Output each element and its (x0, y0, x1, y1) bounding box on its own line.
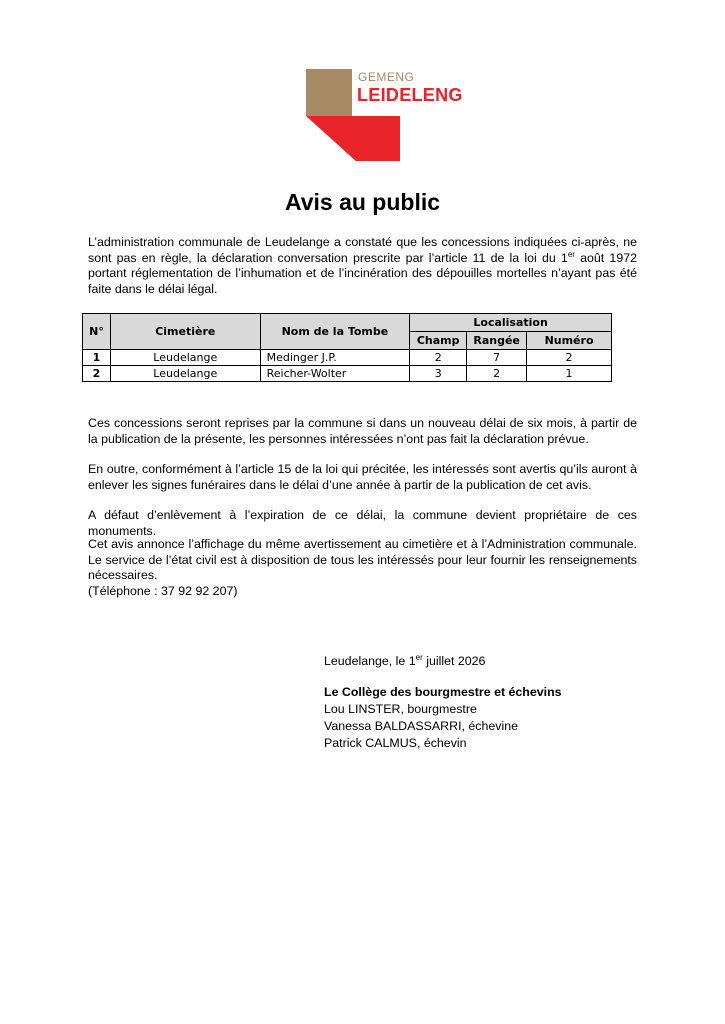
logo-text-gemeng: GEMENG (358, 70, 415, 84)
page-title: Avis au public (284, 189, 441, 215)
header-field: Champ (410, 332, 467, 350)
header-cemetery: Cimetière (110, 314, 260, 350)
header-location: Localisation (410, 314, 612, 332)
intro-text-part1: L’administration communale de Leudelange a constaté que les concessions indiquées ci-après, ne sont pas en règle, la déclaration conversation prescrite par l’article 11 de la loi du 1 (88, 235, 637, 265)
logo-red-shape (306, 116, 400, 161)
phone-line: (Téléphone : 37 92 92 207) (88, 583, 238, 598)
cell-cemetery: Leudelange (110, 366, 260, 382)
header-no: N° (83, 314, 111, 350)
ownership-paragraph: A défaut d’enlèvement à l’expiration de ce délai, la commune devient propriétaire de ces monuments. (88, 508, 637, 538)
cell-grave-name: Medinger J.P. (260, 350, 410, 366)
member-alderman-2: Patrick CALMUS, échevin (324, 736, 467, 750)
logo-gold-square (306, 69, 352, 116)
intro-text-part2: août 1972 portant réglementation de l’inhumation et de l’incinération des dépouilles mortelles n’ayant pas été faite dans le délai légal. (88, 250, 637, 296)
display-paragraph-block (88, 537, 637, 599)
date-superscript: er (415, 652, 423, 662)
removal-paragraph: En outre, conformément à l’article 15 de la loi qui précitée, les intéressés sont avertis qu’ils auront à enlever les signes funéraires dans le délai d’une année à partir de la publication de cet avis. (88, 462, 637, 492)
header-number: Numéro (527, 332, 612, 350)
cell-number: 2 (527, 350, 612, 366)
date-part2: juillet 2026 (422, 654, 486, 668)
member-mayor: Lou LINSTER, bourgmestre (324, 702, 477, 716)
member-alderman-1: Vanessa BALDASSARRI, échevine (324, 719, 518, 733)
logo-text-leideleng: LEIDELENG (357, 85, 463, 105)
cell-field: 2 (410, 350, 467, 366)
college-name: Le Collège des bourgmestre et échevins (324, 685, 562, 699)
table-row (83, 350, 612, 366)
signature-date (324, 653, 684, 670)
signature-block (324, 684, 684, 752)
concessions-table (82, 313, 612, 382)
display-paragraph: Cet avis annonce l’affichage du même avertissement au cimetière et à l’Administration communale. Le service de l’état civil est à disposition de tous les intéressés pour leur fournir les renseignements nécessaires. (88, 537, 637, 583)
table-row (83, 366, 612, 382)
cell-number: 1 (527, 366, 612, 382)
intro-paragraph (88, 235, 637, 297)
cell-no: 2 (83, 366, 111, 382)
cell-row: 7 (467, 350, 527, 366)
commune-logo (306, 69, 476, 161)
date-part1: Leudelange, le 1 (324, 654, 416, 668)
intro-superscript: er (567, 249, 575, 259)
cell-cemetery: Leudelange (110, 350, 260, 366)
cell-field: 3 (410, 366, 467, 382)
reclaim-paragraph: Ces concessions seront reprises par la commune si dans un nouveau délai de six mois, à partir de la publication de la présente, les personnes intéressées n’ont pas fait la déclaration prévue. (88, 416, 637, 446)
cell-no: 1 (83, 350, 111, 366)
header-grave-name: Nom de la Tombe (260, 314, 410, 350)
cell-row: 2 (467, 366, 527, 382)
cell-grave-name: Reicher-Wolter (260, 366, 410, 382)
header-row: Rangée (467, 332, 527, 350)
